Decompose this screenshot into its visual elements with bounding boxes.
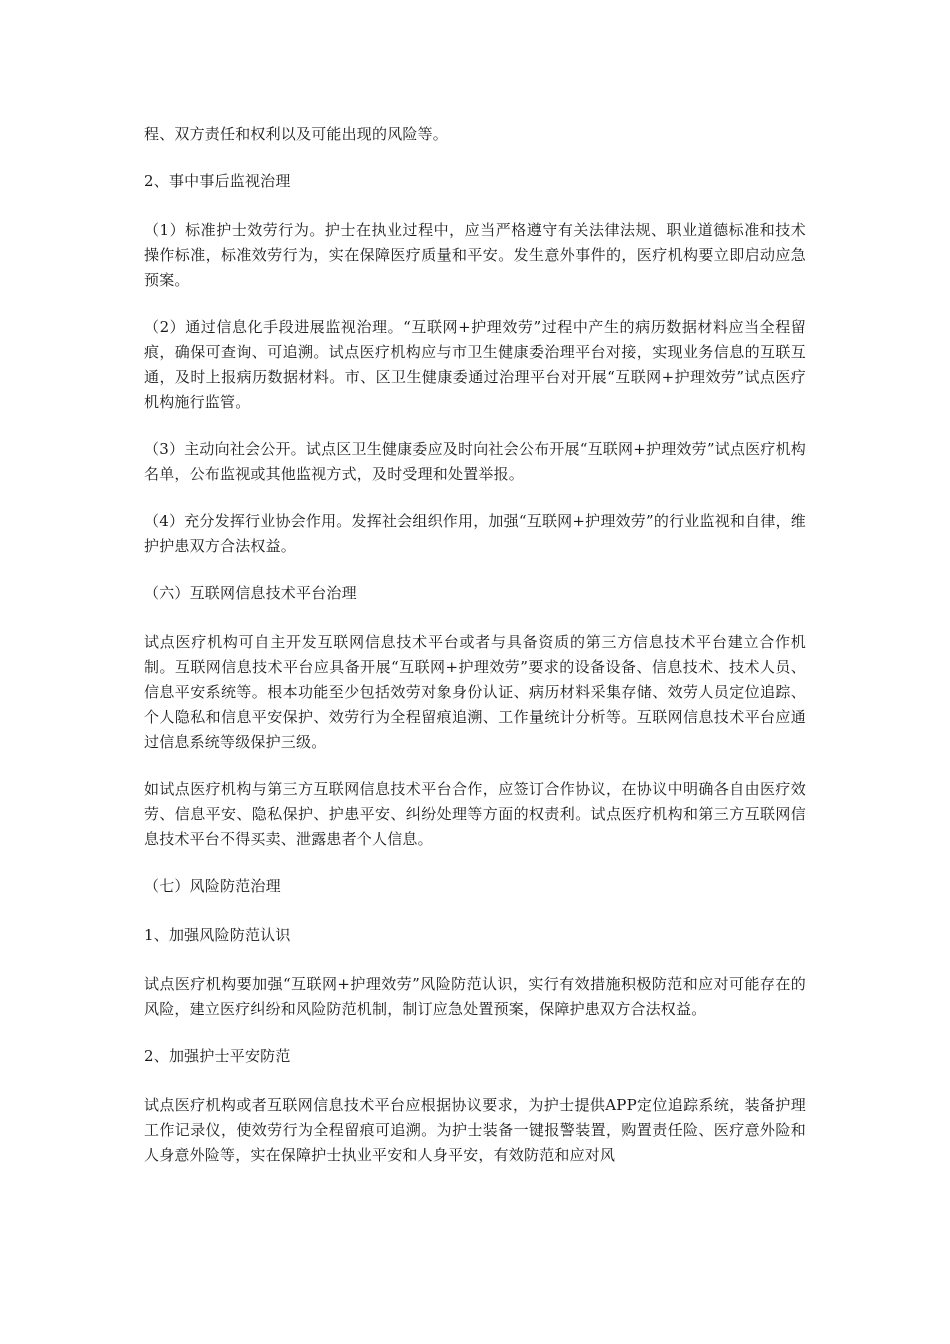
section-heading-platform: （六）互联网信息技术平台治理 (144, 584, 357, 602)
paragraph-platform-1: 试点医疗机构可自主开发互联网信息技术平台或者与具备资质的第三方信息技术平台建立合作机制。互联网信息技术平台应具备开展“互联网+护理效劳”要求的设备设备、信息技术、技术人员、信息平安系统等。根本功能至少包括效劳对象身份认证、病历材料采集存储、效劳人员定位追踪、个人隐私和信息平安保护、效劳行为全程留痕追溯、工作量统计分析等。互联网信息技术平台应通过信息系统等级保护三级。 (144, 633, 806, 751)
subheading-risk-awareness: 1、加强风险防范认识 (144, 926, 291, 944)
subheading-nurse-safety: 2、加强护士平安防范 (144, 1047, 291, 1065)
paragraph-platform-2: 如试点医疗机构与第三方互联网信息技术平台合作，应签订合作协议，在协议中明确各自由医疗效劳、信息平安、隐私保护、护患平安、纠纷处理等方面的权责利。试点医疗机构和第三方互联网信息技术平台不得买卖、泄露患者个人信息。 (144, 780, 806, 848)
paragraph-nurse-safety: 试点医疗机构或者互联网信息技术平台应根据协议要求，为护士提供APP定位追踪系统，装备护理工作记录仪，使效劳行为全程留痕可追溯。为护士装备一键报警装置，购置责任险、医疗意外险和人身意外险等，实在保障护士执业平安和人身平安，有效防范和应对风 (144, 1096, 806, 1164)
document-page (144, 122, 806, 1190)
paragraph-risk-awareness: 试点医疗机构要加强“互联网+护理效劳”风险防范认识，实行有效措施积极防范和应对可能存在的风险，建立医疗纠纷和风险防范机制，制订应急处置预案，保障护患双方合法权益。 (144, 975, 806, 1018)
section-heading-supervision: 2、事中事后监视治理 (144, 172, 291, 190)
paragraph-item-4: （4）充分发挥行业协会作用。发挥社会组织作用，加强“互联网+护理效劳”的行业监视和自律，维护护患双方合法权益。 (144, 512, 806, 555)
paragraph-item-3: （3）主动向社会公开。试点区卫生健康委应及时向社会公布开展“互联网+护理效劳”试点医疗机构名单，公布监视或其他监视方式，及时受理和处置举报。 (144, 440, 806, 483)
paragraph-item-1: （1）标准护士效劳行为。护士在执业过程中，应当严格遵守有关法律法规、职业道德标准和技术操作标准，标准效劳行为，实在保障医疗质量和平安。发生意外事件的，医疗机构要立即启动应急预案。 (144, 221, 806, 289)
paragraph-continuation: 程、双方责任和权利以及可能出现的风险等。 (144, 125, 449, 143)
section-heading-risk: （七）风险防范治理 (144, 877, 281, 895)
paragraph-item-2: （2）通过信息化手段进展监视治理。“互联网+护理效劳”过程中产生的病历数据材料应当全程留痕，确保可查询、可追溯。试点医疗机构应与市卫生健康委治理平台对接，实现业务信息的互联互通，及时上报病历数据材料。市、区卫生健康委通过治理平台对开展“互联网+护理效劳”试点医疗机构施行监管。 (144, 318, 806, 411)
